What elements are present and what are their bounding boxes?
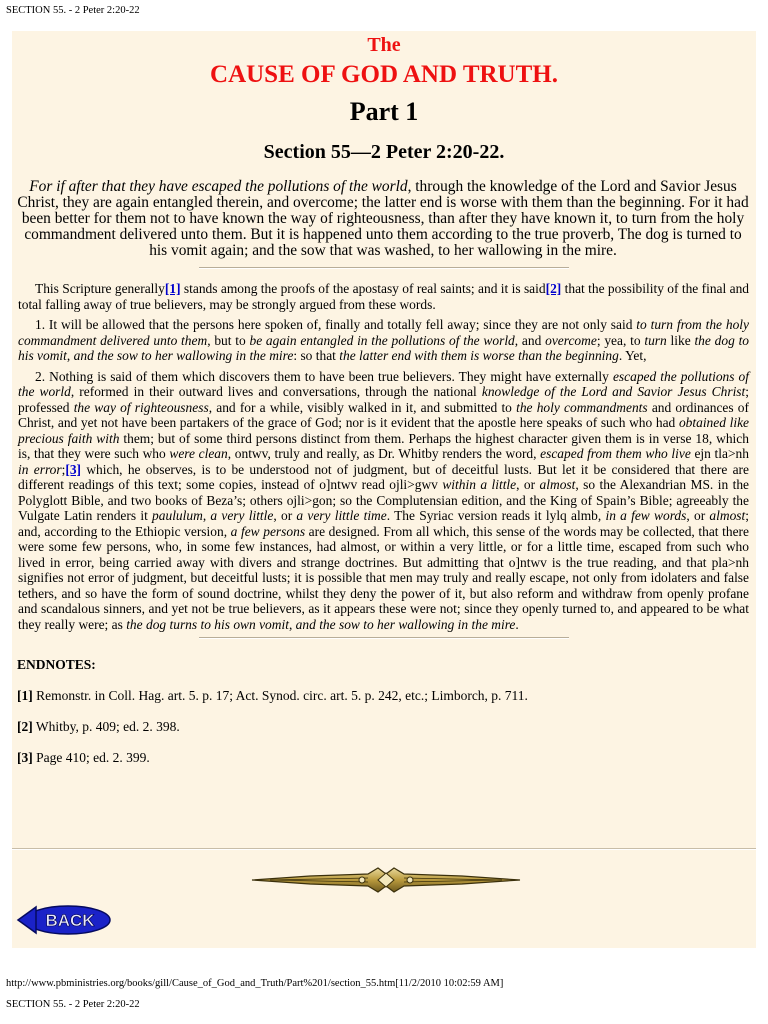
footnote-link-2[interactable]: [2]: [545, 281, 562, 296]
divider: [199, 637, 569, 639]
part-title: Part 1: [349, 97, 419, 126]
footnote-link-3[interactable]: [3]: [65, 461, 82, 477]
text: a very little: [210, 508, 274, 523]
text: the holy commandments: [516, 399, 648, 415]
endnote-3: [17, 750, 756, 766]
text: in a few words: [605, 508, 687, 523]
endnote-2: [17, 719, 756, 735]
text: knowledge of the Lord and Savior Jesus Christ: [481, 384, 746, 399]
text: be again entangled in the pollutions of the world: [249, 332, 515, 348]
text: in error: [18, 461, 62, 477]
text: were clean: [169, 446, 228, 461]
text: ;: [61, 461, 66, 477]
text: 1. It will be allowed that the persons here spoken of, finally and totally fell away; since they are not only said: [35, 317, 637, 332]
ornament-icon: [250, 865, 522, 895]
text: almost: [539, 477, 576, 492]
text: are designed. From all which, this sense of the words may be collected, that there were some few persons, who, in some few instances, had almost, or within a very little, or for a little time, escaped from such who lived in error, being carried away with divers and strange doctrines. But admitting that o]ntwv is the true reading, and that pla>nh signifies not error of judgment, but deceitful lusts; it is possible that men may truly and really escape, not only from idolaters and false tethers, and so have the form of sound doctrine, whilst they deny the power of it, but also reform and withdraw from openly profane and scandalous sinners, and yet not be true believers, as it appears these were not; since they openly turned to, and appeared to be what they really were; as: [18, 523, 749, 632]
text: that the possibility of the final and total falling away of true believers, may be strongly argued from these words.: [18, 281, 750, 312]
endnotes-heading: ENDNOTES:: [17, 657, 96, 672]
text: escaped the pollutions of the world: [18, 368, 749, 399]
text: turn: [644, 332, 667, 348]
endnotes: [17, 657, 756, 766]
section-title: Section 55—2 Peter 2:20-22.: [263, 141, 505, 163]
text: which, he observes, is to be understood not of judgment, but of deceitful lusts. But let it be considered that there are different readings of this text; some copies, instead of o]ntwv read ojli>gwv: [18, 461, 749, 492]
endnote-number: [2]: [17, 719, 33, 734]
text: ; and, according to the Ethiopic version,: [18, 508, 749, 539]
text: obtained like precious faith with: [18, 415, 750, 446]
page-content: [12, 31, 756, 948]
text: 2. Nothing is said of them which discovers them to have been true believers. They might have externally: [35, 368, 613, 384]
print-footer-url: http://www.pbministries.org/books/gill/Cause_of_God_and_Truth/Part%201/section_55.htm[11/2/2010 10:02:59 AM]: [6, 978, 504, 989]
text: a few persons: [230, 523, 306, 539]
text: , so the Alexandrian MS. in the Polyglott Bible, and two books of Beza’s; others ojli>gon; so the Complutensian edition, and the King of Spain’s Bible; agreeably the Vulgate Latin renders it: [18, 477, 750, 523]
text: ,: [66, 348, 74, 363]
endnote-1: [17, 688, 756, 704]
text: overcome: [545, 332, 597, 348]
text: .: [515, 616, 519, 632]
paragraph-2: [18, 369, 749, 633]
print-footer-title: SECTION 55. - 2 Peter 2:20-22: [6, 999, 140, 1010]
text: paululum: [152, 508, 203, 523]
text: ejn tla>nh: [690, 446, 749, 461]
footnote-link-1[interactable]: [1]: [164, 281, 181, 296]
body-text: [18, 281, 749, 632]
text: ; yea, to: [596, 332, 645, 348]
text: stands among the proofs of the apostasy of real saints; and it is said: [180, 281, 546, 296]
endnote-number: [3]: [17, 750, 33, 765]
epigraph-text: ; and the sow that was washed, to her wallowing in the mire.: [244, 242, 617, 259]
text: : so that: [293, 348, 340, 363]
text: . Yet,: [618, 348, 647, 363]
text: the latter end with them is worse than the beginning: [339, 348, 619, 363]
text: almost: [709, 508, 746, 523]
text: , ontwv, truly and really, as Dr. Whitby renders the word,: [227, 446, 541, 461]
text: ,: [202, 508, 211, 523]
back-button-label: BACK: [45, 911, 95, 930]
full-width-divider: [12, 848, 756, 850]
text: the way of righteousness: [73, 399, 209, 415]
scripture-epigraph: [16, 179, 750, 259]
endnote-text: Remonstr. in Coll. Hag. art. 5. p. 17; Act. Synod. circ. art. 5. p. 242, etc.; Limborch, p. 711.: [32, 688, 528, 703]
text: the dog to his vomit: [18, 332, 750, 363]
endnote-number: [1]: [17, 688, 33, 703]
text: This Scripture generally: [35, 281, 165, 296]
text: them; but of some third persons distinct from them. Perhaps the highest character given them is in verse 18, which is, that they were such who: [18, 430, 749, 461]
text: a very little time: [296, 508, 387, 523]
endnote-text: Whitby, p. 409; ed. 2. 398.: [32, 719, 180, 734]
title-the: The: [367, 34, 401, 56]
paragraph-1: [18, 317, 749, 364]
text: , but to: [207, 332, 250, 348]
ornament-divider: [250, 865, 522, 900]
book-title: CAUSE OF GOD AND TRUTH.: [210, 61, 558, 88]
back-button[interactable]: [16, 904, 112, 941]
text: the dog turns to his own vomit: [126, 616, 289, 632]
paragraph-intro: [18, 281, 749, 312]
print-header: SECTION 55. - 2 Peter 2:20-22: [6, 5, 140, 16]
text: like: [666, 332, 695, 348]
text: , and for a while, visibly walked in it, and submitted to: [208, 399, 517, 415]
epigraph-text: , through the knowledge of the Lord and Savior Jesus Christ, they are again entangled therein, and overcome: [17, 178, 737, 211]
text: , and: [514, 332, 546, 348]
text: ; professed: [18, 384, 749, 415]
text: , or: [686, 508, 710, 523]
text: , or: [273, 508, 297, 523]
text: , reformed in their outward lives and conversations, through the national: [70, 384, 482, 399]
epigraph-text: ; the latter end is worse with them than the beginning. For it had been better for them not to have known the way of righteousness, than after they have known it, to turn from the holy commandment delivered unto them. But it is happened unto them according to the true proverb, The dog is turned to his vomit again: [21, 194, 749, 259]
text: within a little: [442, 477, 517, 492]
endnote-text: Page 410; ed. 2. 399.: [32, 750, 150, 765]
divider: [199, 267, 569, 269]
back-arrow-icon: [16, 904, 112, 936]
epigraph-text: For if after that they have escaped the pollutions of the world: [29, 178, 408, 195]
text: and the sow to her wallowing in the mire: [295, 616, 516, 632]
text: escaped from them who live: [540, 446, 691, 461]
text: to turn from the holy commandment delivered unto them: [18, 317, 749, 348]
text: ,: [288, 616, 296, 632]
text: . The Syriac version reads it lylq almb,: [386, 508, 606, 523]
text: and the sow to her wallowing in the mire: [73, 348, 294, 363]
text: and ordinances of Christ, and yet not have been partakers of the grace of God; nor is it evident that the apostle here speaks of such who had: [18, 399, 749, 430]
text: , or: [516, 477, 540, 492]
